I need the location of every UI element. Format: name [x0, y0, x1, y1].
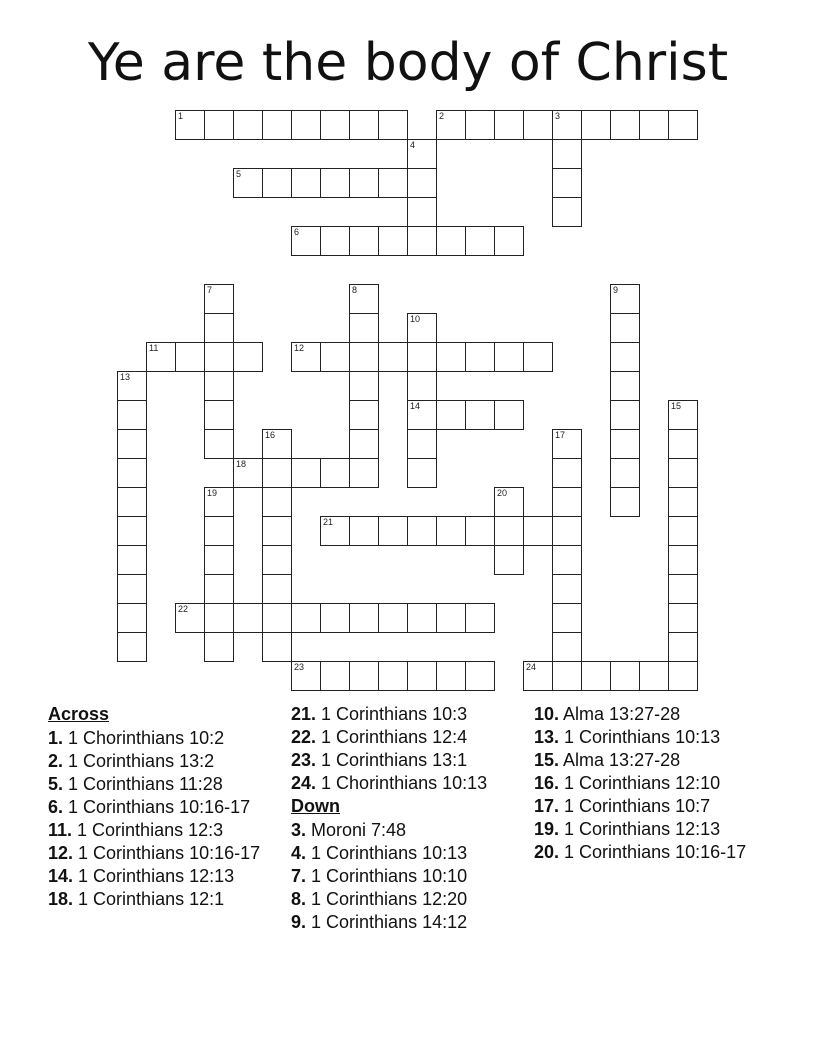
- grid-cell[interactable]: [668, 429, 698, 459]
- grid-cell[interactable]: [378, 516, 408, 546]
- clue-number: 15: [671, 401, 682, 411]
- grid-cell[interactable]: [494, 516, 524, 546]
- clue-number: 17: [555, 430, 566, 440]
- clue-number: 3: [555, 111, 561, 121]
- across-clue: [48, 774, 288, 794]
- grid-cell[interactable]: [204, 342, 234, 372]
- clue-text: 1 Corinthians 13:1: [316, 750, 468, 770]
- grid-cell[interactable]: [117, 458, 147, 488]
- clue-num-label: 17.: [534, 796, 560, 816]
- clue-num-label: 7.: [291, 866, 307, 886]
- grid-cell[interactable]: [291, 603, 321, 633]
- grid-cell[interactable]: [204, 400, 234, 430]
- grid-cell[interactable]: [349, 603, 379, 633]
- grid-cell[interactable]: [378, 110, 408, 140]
- grid-cell[interactable]: [552, 197, 582, 227]
- clue-num-label: 11.: [48, 820, 73, 840]
- grid-cell[interactable]: [349, 226, 379, 256]
- grid-cell[interactable]: [204, 313, 234, 343]
- grid-cell[interactable]: [668, 400, 698, 430]
- clue-number: 7: [207, 285, 213, 295]
- grid-cell[interactable]: [436, 516, 466, 546]
- grid-cell[interactable]: [668, 661, 698, 691]
- clue-num-label: 19.: [534, 819, 560, 839]
- grid-cell[interactable]: [407, 371, 437, 401]
- grid-cell[interactable]: [146, 342, 176, 372]
- grid-cell[interactable]: [291, 168, 321, 198]
- grid-cell[interactable]: [523, 516, 553, 546]
- grid-cell[interactable]: [668, 574, 698, 604]
- grid-cell[interactable]: [494, 400, 524, 430]
- clue-text: 1 Corinthians 10:10: [306, 866, 468, 886]
- clue-text: 1 Corinthians 10:16-17: [63, 797, 251, 817]
- grid-cell[interactable]: [117, 545, 147, 575]
- grid-cell[interactable]: [291, 110, 321, 140]
- grid-cell[interactable]: [320, 603, 350, 633]
- grid-cell[interactable]: [233, 342, 263, 372]
- clue-text: 1 Corinthians 12:4: [316, 727, 468, 747]
- clue-num-label: 1.: [48, 728, 64, 748]
- grid-cell[interactable]: [523, 342, 553, 372]
- down-clue: [291, 843, 531, 863]
- clue-text: 1 Corinthians 10:16-17: [73, 843, 261, 863]
- clues-column-1: [48, 704, 288, 912]
- grid-cell[interactable]: [320, 516, 350, 546]
- down-clue: [534, 842, 774, 862]
- grid-cell[interactable]: [639, 661, 669, 691]
- clue-text: 1 Corinthians 13:2: [63, 751, 215, 771]
- clue-num-label: 14.: [48, 866, 74, 886]
- grid-cell[interactable]: [378, 168, 408, 198]
- grid-cell[interactable]: [204, 632, 234, 662]
- grid-cell[interactable]: [610, 487, 640, 517]
- grid-cell[interactable]: [465, 516, 495, 546]
- across-clue: [291, 727, 531, 747]
- clues-column-2: [291, 704, 531, 935]
- grid-cell[interactable]: [610, 284, 640, 314]
- clue-num-label: 9.: [291, 912, 307, 932]
- clue-text: 1 Chorinthians 10:13: [316, 773, 488, 793]
- grid-cell[interactable]: [204, 371, 234, 401]
- grid-cell[interactable]: [262, 632, 292, 662]
- clue-text: 1 Corinthians 10:13: [306, 843, 468, 863]
- grid-cell[interactable]: [668, 458, 698, 488]
- grid-cell[interactable]: [320, 226, 350, 256]
- clue-number: 13: [120, 372, 131, 382]
- grid-cell[interactable]: [204, 574, 234, 604]
- grid-cell[interactable]: [465, 661, 495, 691]
- grid-cell[interactable]: [407, 458, 437, 488]
- clue-number: 9: [613, 285, 619, 295]
- grid-cell[interactable]: [436, 110, 466, 140]
- clue-num-label: 22.: [291, 727, 317, 747]
- clue-num-label: 5.: [48, 774, 64, 794]
- down-clue: [534, 819, 774, 839]
- grid-cell[interactable]: [349, 400, 379, 430]
- grid-cell[interactable]: [407, 342, 437, 372]
- grid-cell[interactable]: [610, 342, 640, 372]
- across-clue: [291, 750, 531, 770]
- across-heading: Across: [48, 704, 110, 724]
- grid-cell[interactable]: [407, 313, 437, 343]
- grid-cell[interactable]: [291, 458, 321, 488]
- grid-cell[interactable]: [117, 400, 147, 430]
- grid-cell[interactable]: [117, 371, 147, 401]
- grid-cell[interactable]: [407, 400, 437, 430]
- grid-cell[interactable]: [349, 110, 379, 140]
- clue-text: 1 Corinthians 12:10: [559, 773, 721, 793]
- grid-cell[interactable]: [233, 110, 263, 140]
- grid-cell[interactable]: [407, 661, 437, 691]
- grid-cell[interactable]: [436, 226, 466, 256]
- grid-cell[interactable]: [465, 110, 495, 140]
- down-heading: Down: [291, 796, 340, 816]
- clue-number: 22: [178, 604, 189, 614]
- clue-text: 1 Corinthians 10:7: [559, 796, 711, 816]
- grid-cell[interactable]: [610, 458, 640, 488]
- grid-cell[interactable]: [407, 139, 437, 169]
- grid-cell[interactable]: [262, 429, 292, 459]
- down-clue: [534, 773, 774, 793]
- down-clue: [291, 866, 531, 886]
- clue-num-label: 2.: [48, 751, 64, 771]
- grid-cell[interactable]: [204, 516, 234, 546]
- grid-cell[interactable]: [349, 371, 379, 401]
- grid-cell[interactable]: [175, 342, 205, 372]
- grid-cell[interactable]: [552, 632, 582, 662]
- grid-cell[interactable]: [668, 516, 698, 546]
- grid-cell[interactable]: [349, 342, 379, 372]
- grid-cell[interactable]: [552, 429, 582, 459]
- grid-cell[interactable]: [291, 661, 321, 691]
- clue-number: 24: [526, 662, 537, 672]
- grid-cell[interactable]: [320, 342, 350, 372]
- grid-cell[interactable]: [320, 168, 350, 198]
- across-clue: [48, 866, 288, 886]
- across-clue: [48, 843, 288, 863]
- clue-number: 20: [497, 488, 508, 498]
- grid-cell[interactable]: [117, 429, 147, 459]
- grid-cell[interactable]: [668, 603, 698, 633]
- grid-cell[interactable]: [233, 603, 263, 633]
- grid-cell[interactable]: [610, 400, 640, 430]
- grid-cell[interactable]: [494, 545, 524, 575]
- grid-cell[interactable]: [349, 168, 379, 198]
- clue-num-label: 18.: [48, 889, 74, 909]
- grid-cell[interactable]: [523, 661, 553, 691]
- clue-number: 10: [410, 314, 421, 324]
- clue-number: 6: [294, 227, 300, 237]
- grid-cell[interactable]: [494, 342, 524, 372]
- down-clue: [534, 796, 774, 816]
- grid-cell[interactable]: [407, 226, 437, 256]
- grid-cell[interactable]: [610, 110, 640, 140]
- grid-cell[interactable]: [349, 661, 379, 691]
- grid-cell[interactable]: [668, 545, 698, 575]
- clue-num-label: 23.: [291, 750, 317, 770]
- grid-cell[interactable]: [262, 516, 292, 546]
- clue-number: 1: [178, 111, 184, 121]
- down-clue: [534, 704, 774, 724]
- grid-cell[interactable]: [262, 603, 292, 633]
- down-clue-list-continued: [534, 704, 774, 862]
- grid-cell[interactable]: [610, 429, 640, 459]
- clue-num-label: 16.: [534, 773, 560, 793]
- clue-num-label: 8.: [291, 889, 307, 909]
- grid-cell[interactable]: [552, 168, 582, 198]
- clue-number: 16: [265, 430, 276, 440]
- clue-number: 5: [236, 169, 242, 179]
- grid-cell[interactable]: [378, 342, 408, 372]
- clue-num-label: 15.: [534, 750, 560, 770]
- grid-cell[interactable]: [117, 632, 147, 662]
- grid-cell[interactable]: [262, 545, 292, 575]
- clue-number: 4: [410, 140, 416, 150]
- grid-cell[interactable]: [552, 110, 582, 140]
- down-clue: [291, 820, 531, 840]
- clue-num-label: 6.: [48, 797, 64, 817]
- clue-text: 1 Corinthians 12:3: [72, 820, 224, 840]
- across-clue: [48, 751, 288, 771]
- grid-cell[interactable]: [436, 661, 466, 691]
- grid-cell[interactable]: [378, 661, 408, 691]
- clue-text: Moroni 7:48: [306, 820, 407, 840]
- grid-cell[interactable]: [204, 603, 234, 633]
- clue-number: 19: [207, 488, 218, 498]
- grid-cell[interactable]: [378, 603, 408, 633]
- grid-cell[interactable]: [204, 110, 234, 140]
- grid-cell[interactable]: [610, 661, 640, 691]
- grid-cell[interactable]: [465, 342, 495, 372]
- grid-cell[interactable]: [465, 226, 495, 256]
- across-clue-list-continued: [291, 704, 531, 793]
- grid-cell[interactable]: [552, 603, 582, 633]
- grid-cell[interactable]: [117, 574, 147, 604]
- grid-cell[interactable]: [668, 632, 698, 662]
- across-clue: [291, 704, 531, 724]
- grid-cell[interactable]: [175, 603, 205, 633]
- down-clue: [534, 750, 774, 770]
- clue-number: 8: [352, 285, 358, 295]
- across-clue: [291, 773, 531, 793]
- grid-cell[interactable]: [291, 226, 321, 256]
- clue-text: 1 Corinthians 12:13: [559, 819, 721, 839]
- down-clue-list: [291, 820, 531, 932]
- grid-cell[interactable]: [349, 429, 379, 459]
- grid-cell[interactable]: [204, 429, 234, 459]
- grid-cell[interactable]: [407, 197, 437, 227]
- grid-cell[interactable]: [407, 516, 437, 546]
- grid-cell[interactable]: [320, 661, 350, 691]
- grid-cell[interactable]: [262, 458, 292, 488]
- grid-cell[interactable]: [465, 603, 495, 633]
- grid-cell[interactable]: [262, 168, 292, 198]
- clue-num-label: 21.: [291, 704, 317, 724]
- grid-cell[interactable]: [320, 458, 350, 488]
- grid-cell[interactable]: [291, 342, 321, 372]
- clue-text: 1 Corinthians 12:13: [73, 866, 235, 886]
- across-clue: [48, 889, 288, 909]
- grid-cell[interactable]: [378, 226, 408, 256]
- clue-num-label: 4.: [291, 843, 307, 863]
- grid-cell[interactable]: [552, 458, 582, 488]
- grid-cell[interactable]: [262, 110, 292, 140]
- clue-number: 18: [236, 459, 247, 469]
- grid-cell[interactable]: [117, 603, 147, 633]
- grid-cell[interactable]: [494, 487, 524, 517]
- grid-cell[interactable]: [523, 110, 553, 140]
- clue-text: 1 Corinthians 14:12: [306, 912, 468, 932]
- grid-cell[interactable]: [552, 574, 582, 604]
- grid-cell[interactable]: [233, 458, 263, 488]
- grid-cell[interactable]: [610, 313, 640, 343]
- grid-cell[interactable]: [436, 603, 466, 633]
- grid-cell[interactable]: [668, 110, 698, 140]
- clue-text: 1 Corinthians 11:28: [63, 774, 223, 794]
- clue-number: 21: [323, 517, 334, 527]
- clue-text: 1 Corinthians 10:13: [559, 727, 721, 747]
- clue-num-label: 13.: [534, 727, 560, 747]
- grid-cell[interactable]: [668, 487, 698, 517]
- clue-number: 11: [149, 343, 159, 353]
- clues-column-3: [534, 704, 774, 865]
- clue-num-label: 10.: [534, 704, 560, 724]
- grid-cell[interactable]: [175, 110, 205, 140]
- grid-cell[interactable]: [581, 110, 611, 140]
- grid-cell[interactable]: [639, 110, 669, 140]
- grid-cell[interactable]: [494, 110, 524, 140]
- grid-cell[interactable]: [436, 342, 466, 372]
- across-clue-list: [48, 728, 288, 909]
- grid-cell[interactable]: [262, 487, 292, 517]
- grid-cell[interactable]: [262, 574, 292, 604]
- down-clue: [291, 912, 531, 932]
- grid-cell[interactable]: [436, 400, 466, 430]
- page-title: Ye are the body of Christ: [87, 33, 729, 93]
- grid-cell[interactable]: [117, 516, 147, 546]
- down-clue: [534, 727, 774, 747]
- clue-text: 1 Corinthians 12:20: [306, 889, 468, 909]
- across-clue: [48, 797, 288, 817]
- grid-cell[interactable]: [349, 284, 379, 314]
- clue-text: 1 Corinthians 10:16-17: [559, 842, 747, 862]
- clue-text: 1 Chorinthians 10:2: [63, 728, 225, 748]
- clue-num-label: 12.: [48, 843, 74, 863]
- grid-cell[interactable]: [552, 661, 582, 691]
- clue-text: Alma 13:27-28: [559, 704, 681, 724]
- clue-num-label: 3.: [291, 820, 307, 840]
- grid-cell[interactable]: [349, 458, 379, 488]
- grid-cell[interactable]: [552, 487, 582, 517]
- clue-number: 14: [410, 401, 421, 411]
- grid-cell[interactable]: [552, 516, 582, 546]
- across-clue: [48, 728, 288, 748]
- clue-number: 12: [294, 343, 305, 353]
- clue-text: Alma 13:27-28: [559, 750, 681, 770]
- grid-cell[interactable]: [581, 661, 611, 691]
- grid-cell[interactable]: [407, 603, 437, 633]
- grid-cell[interactable]: [407, 429, 437, 459]
- grid-cell[interactable]: [204, 545, 234, 575]
- down-clue: [291, 889, 531, 909]
- grid-cell[interactable]: [349, 516, 379, 546]
- grid-cell[interactable]: [610, 371, 640, 401]
- grid-cell[interactable]: [204, 487, 234, 517]
- clue-num-label: 20.: [534, 842, 560, 862]
- across-clue: [48, 820, 288, 840]
- grid-cell[interactable]: [494, 226, 524, 256]
- grid-cell[interactable]: [117, 487, 147, 517]
- grid-cell[interactable]: [233, 168, 263, 198]
- grid-cell[interactable]: [407, 168, 437, 198]
- clue-num-label: 24.: [291, 773, 317, 793]
- grid-cell[interactable]: [349, 313, 379, 343]
- clue-text: 1 Corinthians 12:1: [73, 889, 225, 909]
- grid-cell[interactable]: [320, 110, 350, 140]
- grid-cell[interactable]: [204, 284, 234, 314]
- clue-number: 23: [294, 662, 305, 672]
- grid-cell[interactable]: [552, 139, 582, 169]
- clue-number: 2: [439, 111, 445, 121]
- grid-cell[interactable]: [465, 400, 495, 430]
- grid-cell[interactable]: [552, 545, 582, 575]
- clue-text: 1 Corinthians 10:3: [316, 704, 468, 724]
